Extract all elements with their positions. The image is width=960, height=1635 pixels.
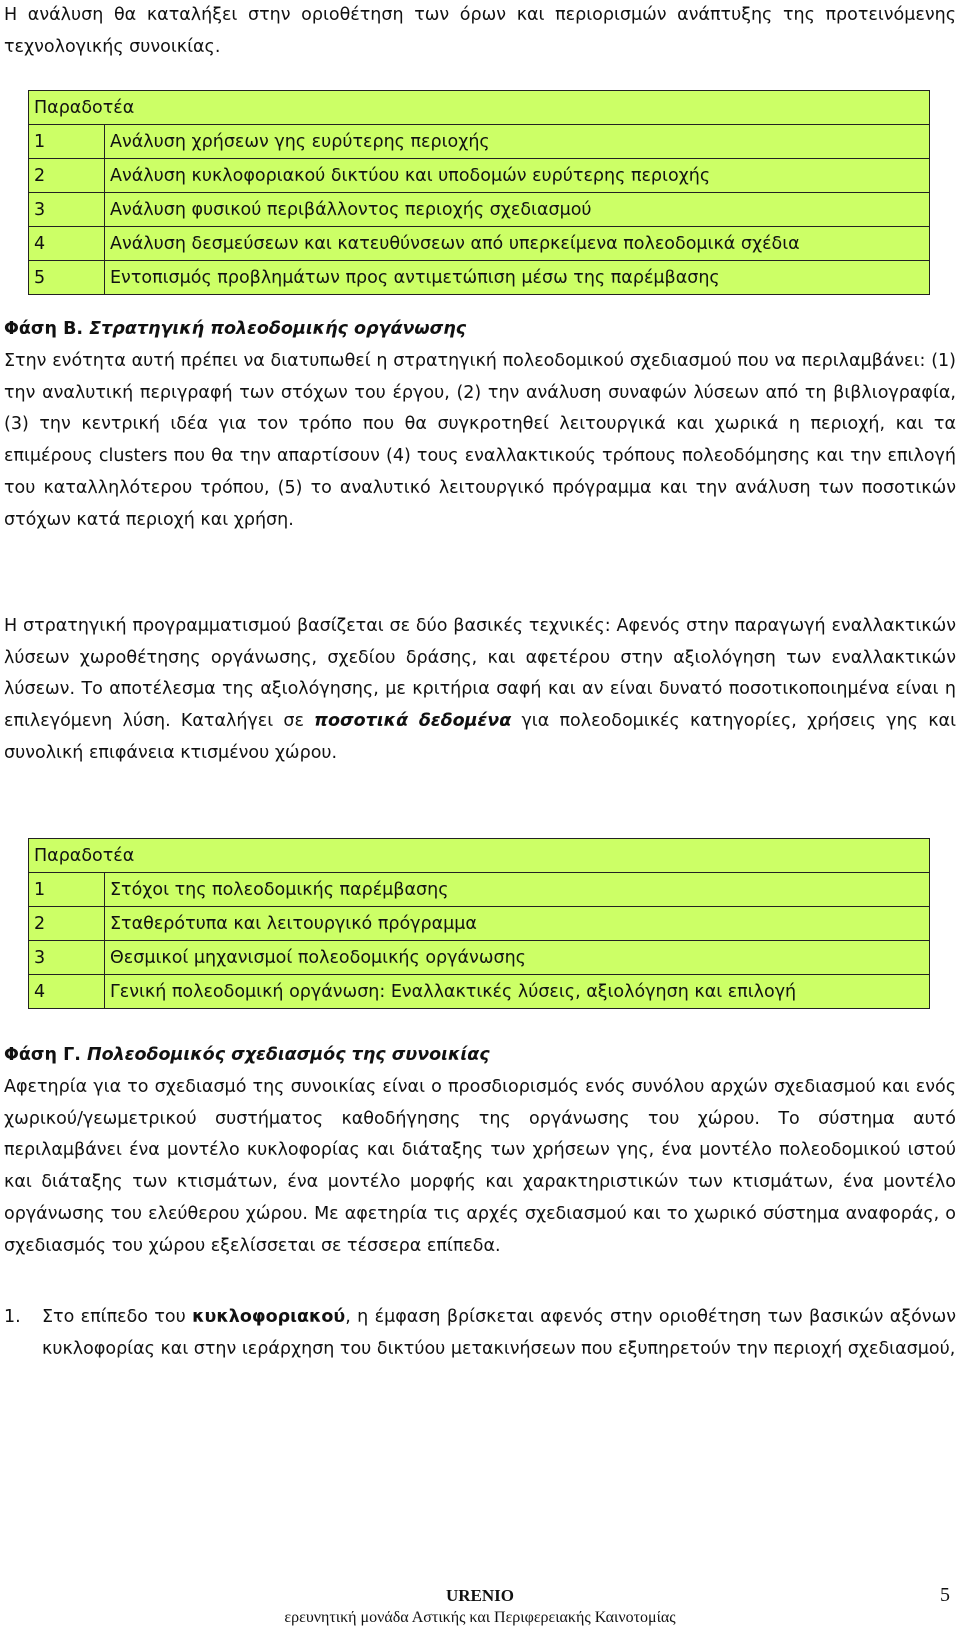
table-row: 1 Στόχοι της πολεοδομικής παρέμβασης [29, 873, 930, 907]
footer-subtitle: ερευνητική μονάδα Αστικής και Περιφερειακής Καινοτομίας [284, 1609, 676, 1626]
table-row: 2 Ανάλυση κυκλοφοριακού δικτύου και υποδομών ευρύτερης περιοχής [29, 159, 930, 193]
bold-term: κυκλοφοριακού [192, 1307, 346, 1327]
table-row: 1 Ανάλυση χρήσεων γης ευρύτερης περιοχής [29, 125, 930, 159]
table-row: 3 Ανάλυση φυσικού περιβάλλοντος περιοχής σχεδιασμού [29, 193, 930, 227]
deliverables-table-2 [28, 838, 930, 1009]
footer-org: URENIO [445, 1586, 514, 1605]
phase-b-heading: Φάση Β. Στρατηγική πολεοδομικής οργάνωσης [4, 319, 467, 339]
phase-c-heading: Φάση Γ. Πολεοδομικός σχεδιασμός της συνοικίας [4, 1045, 490, 1065]
deliverables-table-1 [28, 90, 930, 295]
emphasis-text: ποσοτικά δεδομένα [314, 711, 512, 732]
intro-paragraph: Η ανάλυση θα καταλήξει στην οριοθέτηση των όρων και περιορισμών ανάπτυξης της προτεινόμενης τεχνολογικής συνοικίας. [4, 5, 956, 57]
table-header: Παραδοτέα [29, 91, 930, 125]
phase-b-paragraph-1: Στην ενότητα αυτή πρέπει να διατυπωθεί η στρατηγική πολεοδομικού σχεδιασμού που να περιλαμβάνει: (1) την αναλυτική περιγραφή των στόχων του έργου, (2) την ανάλυση συναφών λύσεων από τη βιβλιογραφία, (3) την κεντρική ιδέα για τον τρόπο που θα συγκροτηθεί λειτουργικά και χωρικά η περιοχή, και τα επιμέρους clusters που θα την απαρτίσουν (4) τους εναλλακτικούς τρόπους πολεοδόμησης και την επιλογή του καταλληλότερου τρόπου, (5) το αναλυτικό λειτουργικό πρόγραμμα και την ανάλυση των ποσοτικών στόχων κατά περιοχή και χρήση. [4, 351, 956, 530]
page-number: 5 [940, 1584, 950, 1606]
table-header: Παραδοτέα [29, 839, 930, 873]
phase-b-paragraph-2: Η στρατηγική προγραμματισμού βασίζεται σε δύο βασικές τεχνικές: Αφενός στην παραγωγή εναλλακτικών λύσεων χωροθέτησης οργάνωσης, σχεδίου δράσης, και αφετέρου στην αξιολόγηση των εναλλακτικών λύσεων. Το αποτέλεσμα της αξιολόγησης, με κριτήρια σαφή και αν είναι δυνατό ποσοτικοποιημένα είναι η επιλεγόμενη λύση. Καταλήγει σε ποσοτικά δεδομένα για πολεοδομικές κατηγορίες, χρήσεις γης και συνολική επιφάνεια κτισμένου χώρου. [4, 616, 956, 763]
table-row: 3 Θεσμικοί μηχανισμοί πολεοδομικής οργάνωσης [29, 941, 930, 975]
list-item: 1. Στο επίπεδο του κυκλοφοριακού, η έμφαση βρίσκεται αφενός στην οριοθέτηση των βασικών αξόνων κυκλοφορίας και στην ιεράρχηση του δικτύου μετακινήσεων που εξυπηρετούν την περιοχή σχεδιασμού, [4, 1302, 956, 1365]
table-row: 5 Εντοπισμός προβλημάτων προς αντιμετώπιση μέσω της παρέμβασης [29, 261, 930, 295]
list-item-number: 1. [4, 1307, 21, 1327]
table-row: 4 Ανάλυση δεσμεύσεων και κατευθύνσεων από υπερκείμενα πολεοδομικά σχέδια [29, 227, 930, 261]
phase-c-paragraph: Αφετηρία για το σχεδιασμό της συνοικίας είναι ο προσδιορισμός ενός συνόλου αρχών σχεδιασμού και ενός χωρικού/γεωμετρικού συστήματος καθοδήγησης της οργάνωσης του χώρου. Το σύστημα αυτό περιλαμβάνει ένα μοντέλο κυκλοφορίας και διάταξης των χρήσεων γης, ένα μοντέλο πολεοδομικού ιστού και διάταξης των κτισμάτων, ένα μοντέλο μορφής και χαρακτηριστικών των κτισμάτων, ένα μοντέλο οργάνωσης του ελεύθερου χώρου. Με αφετηρία τις αρχές σχεδιασμού και το χωρικό σύστημα αναφοράς, ο σχεδιασμός του χώρου εξελίσσεται σε τέσσερα επίπεδα. [4, 1077, 956, 1256]
table-row: 4 Γενική πολεοδομική οργάνωση: Εναλλακτικές λύσεις, αξιολόγηση και επιλογή [29, 975, 930, 1009]
table-row: 2 Σταθερότυπα και λειτουργικό πρόγραμμα [29, 907, 930, 941]
